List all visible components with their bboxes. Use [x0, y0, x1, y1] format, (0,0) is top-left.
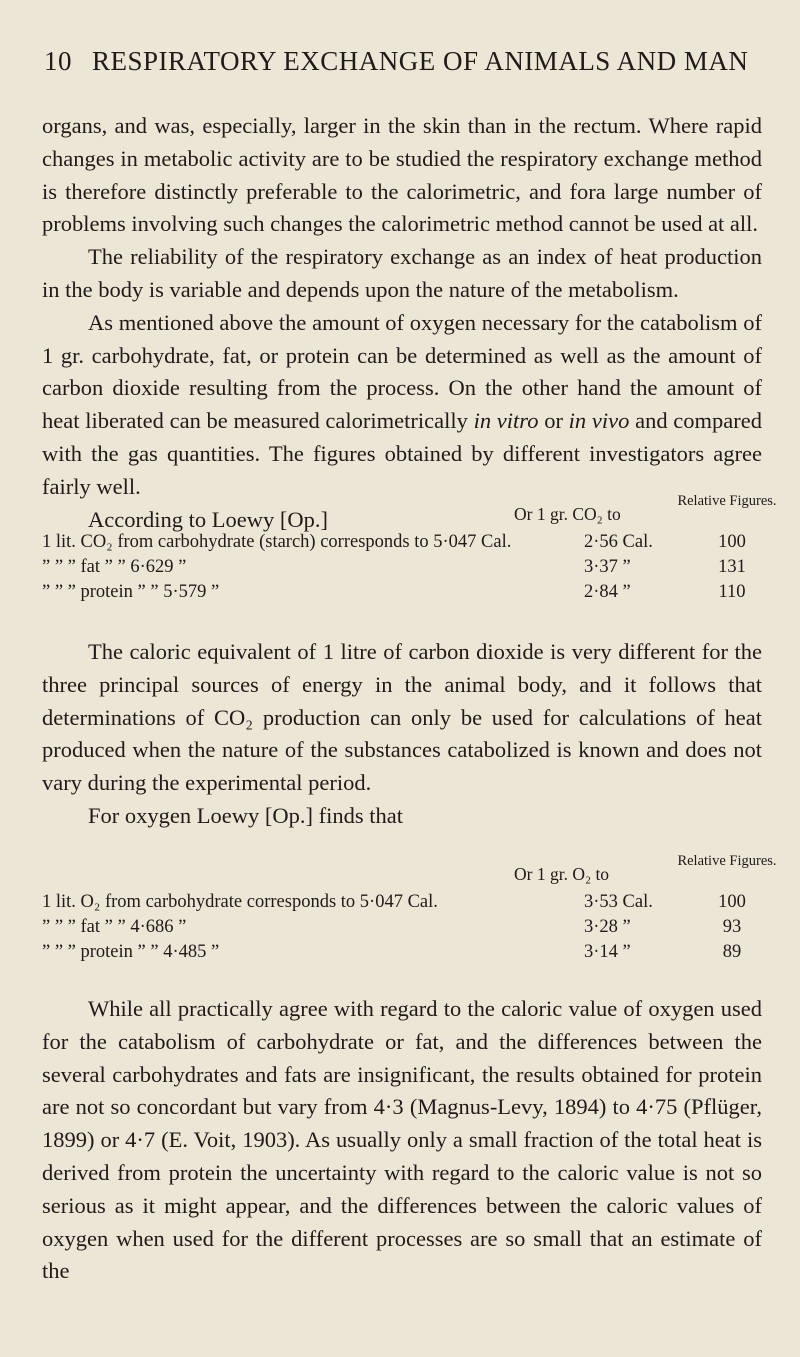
row-lead: ” ” ” fat ” ” 4·686 ” [42, 917, 187, 937]
row-lead: 1 lit. O₂ from carbohydrate corresponds to 5·047 Cal. [42, 892, 438, 912]
running-head [44, 46, 784, 77]
row-rel: 110 [718, 582, 746, 602]
row-lead: ” ” ” fat ” ” 6·629 ” [42, 557, 187, 577]
row-rel: 131 [718, 557, 746, 577]
row-rel: 100 [718, 532, 746, 552]
paragraph-3-part-a: As mentioned above the amount of oxygen necessary for the catabolism of 1 gr. carbohydrate, fat, or protein can be determined as well as the amount of carbon dioxide resulting from the process. On the other hand the amount of heat liberated can be measured calorimetrically [42, 309, 762, 434]
table-header [42, 494, 782, 532]
text-block-3 [42, 993, 762, 1288]
paragraph-6: For oxygen Loewy [Op.] finds that [88, 802, 403, 828]
paragraph-4: According to Loewy [Op.] [88, 506, 328, 532]
table-row [42, 557, 782, 582]
col-header-per-gram: Or 1 gr. CO₂ to [514, 504, 621, 524]
paragraph-5: The caloric equivalent of 1 litre of carbon dioxide is very different for the three principal sources of energy in the animal body, and it follows that determinations of CO₂ production can only be used for calculations of heat produced when the nature of the substances catabolized is known and does not vary during the experimental period. [42, 639, 762, 796]
col-header-relative: Relative Figures. [677, 493, 777, 509]
paragraph-3-italic-2: in vivo [568, 408, 630, 434]
row-cal: 2·84 ” [584, 582, 631, 602]
paragraph-3 [42, 307, 762, 504]
row-rel: 89 [722, 942, 742, 962]
table-row [42, 532, 782, 557]
text-block-2 [42, 636, 762, 833]
row-lead: ” ” ” protein ” ” 4·485 ” [42, 942, 220, 962]
paragraph-3-italic-1: in vitro [473, 408, 539, 434]
paragraph-2: The reliability of the respiratory exchange as an index of heat production in the body is variable and depends upon the nature of the metabolism. [42, 244, 762, 302]
table-row [42, 917, 782, 942]
row-cal: 3·37 ” [584, 557, 631, 577]
table-row [42, 892, 782, 917]
table-header [42, 854, 782, 892]
table-row [42, 942, 782, 967]
row-cal: 3·14 ” [584, 942, 631, 962]
table-row [42, 582, 782, 607]
table-co2 [42, 494, 782, 607]
row-cal: 3·53 Cal. [584, 892, 653, 912]
paragraph-3-part-c: and compared with the gas quantities. The figures obtained by different investigators agree fairly well. [42, 408, 763, 499]
page-number: 10 [44, 46, 72, 76]
paragraph-1: organs, and was, especially, larger in the skin than in the rectum. Where rapid changes in metabolic activity are to be studied the respiratory exchange method is therefore distinctly preferable to the calorimetric, and fora large number of problems involving such changes the calorimetric method cannot be used at all. [42, 113, 762, 237]
col-header-relative: Relative Figures. [677, 853, 777, 869]
row-rel: 93 [722, 917, 742, 937]
text-block-1 [42, 110, 762, 536]
row-lead: 1 lit. CO₂ from carbohydrate (starch) corresponds to 5·047 Cal. [42, 532, 512, 552]
row-cal: 2·56 Cal. [584, 532, 653, 552]
running-title: RESPIRATORY EXCHANGE OF ANIMALS AND MAN [92, 46, 749, 76]
paragraph-7: While all practically agree with regard to the caloric value of oxygen used for the catabolism of carbohydrate or fat, and the differences between the several carbohydrates and fats are insignificant, the results obtained for protein are not so concordant but vary from 4·3 (Magnus-Levy, 1894) to 4·75 (Pflüger, 1899) or 4·7 (E. Voit, 1903). As usually only a small fraction of the total heat is derived from protein the uncertainty with regard to the caloric value is not so serious as it might appear, and the differences between the caloric values of oxygen when used for the different processes are so small that an estimate of the [42, 996, 762, 1284]
row-lead: ” ” ” protein ” ” 5·579 ” [42, 582, 220, 602]
paragraph-3-part-b: or [538, 408, 569, 434]
table-o2 [42, 854, 782, 967]
row-cal: 3·28 ” [584, 917, 631, 937]
col-header-per-gram: Or 1 gr. O₂ to [514, 864, 610, 884]
row-rel: 100 [718, 892, 746, 912]
